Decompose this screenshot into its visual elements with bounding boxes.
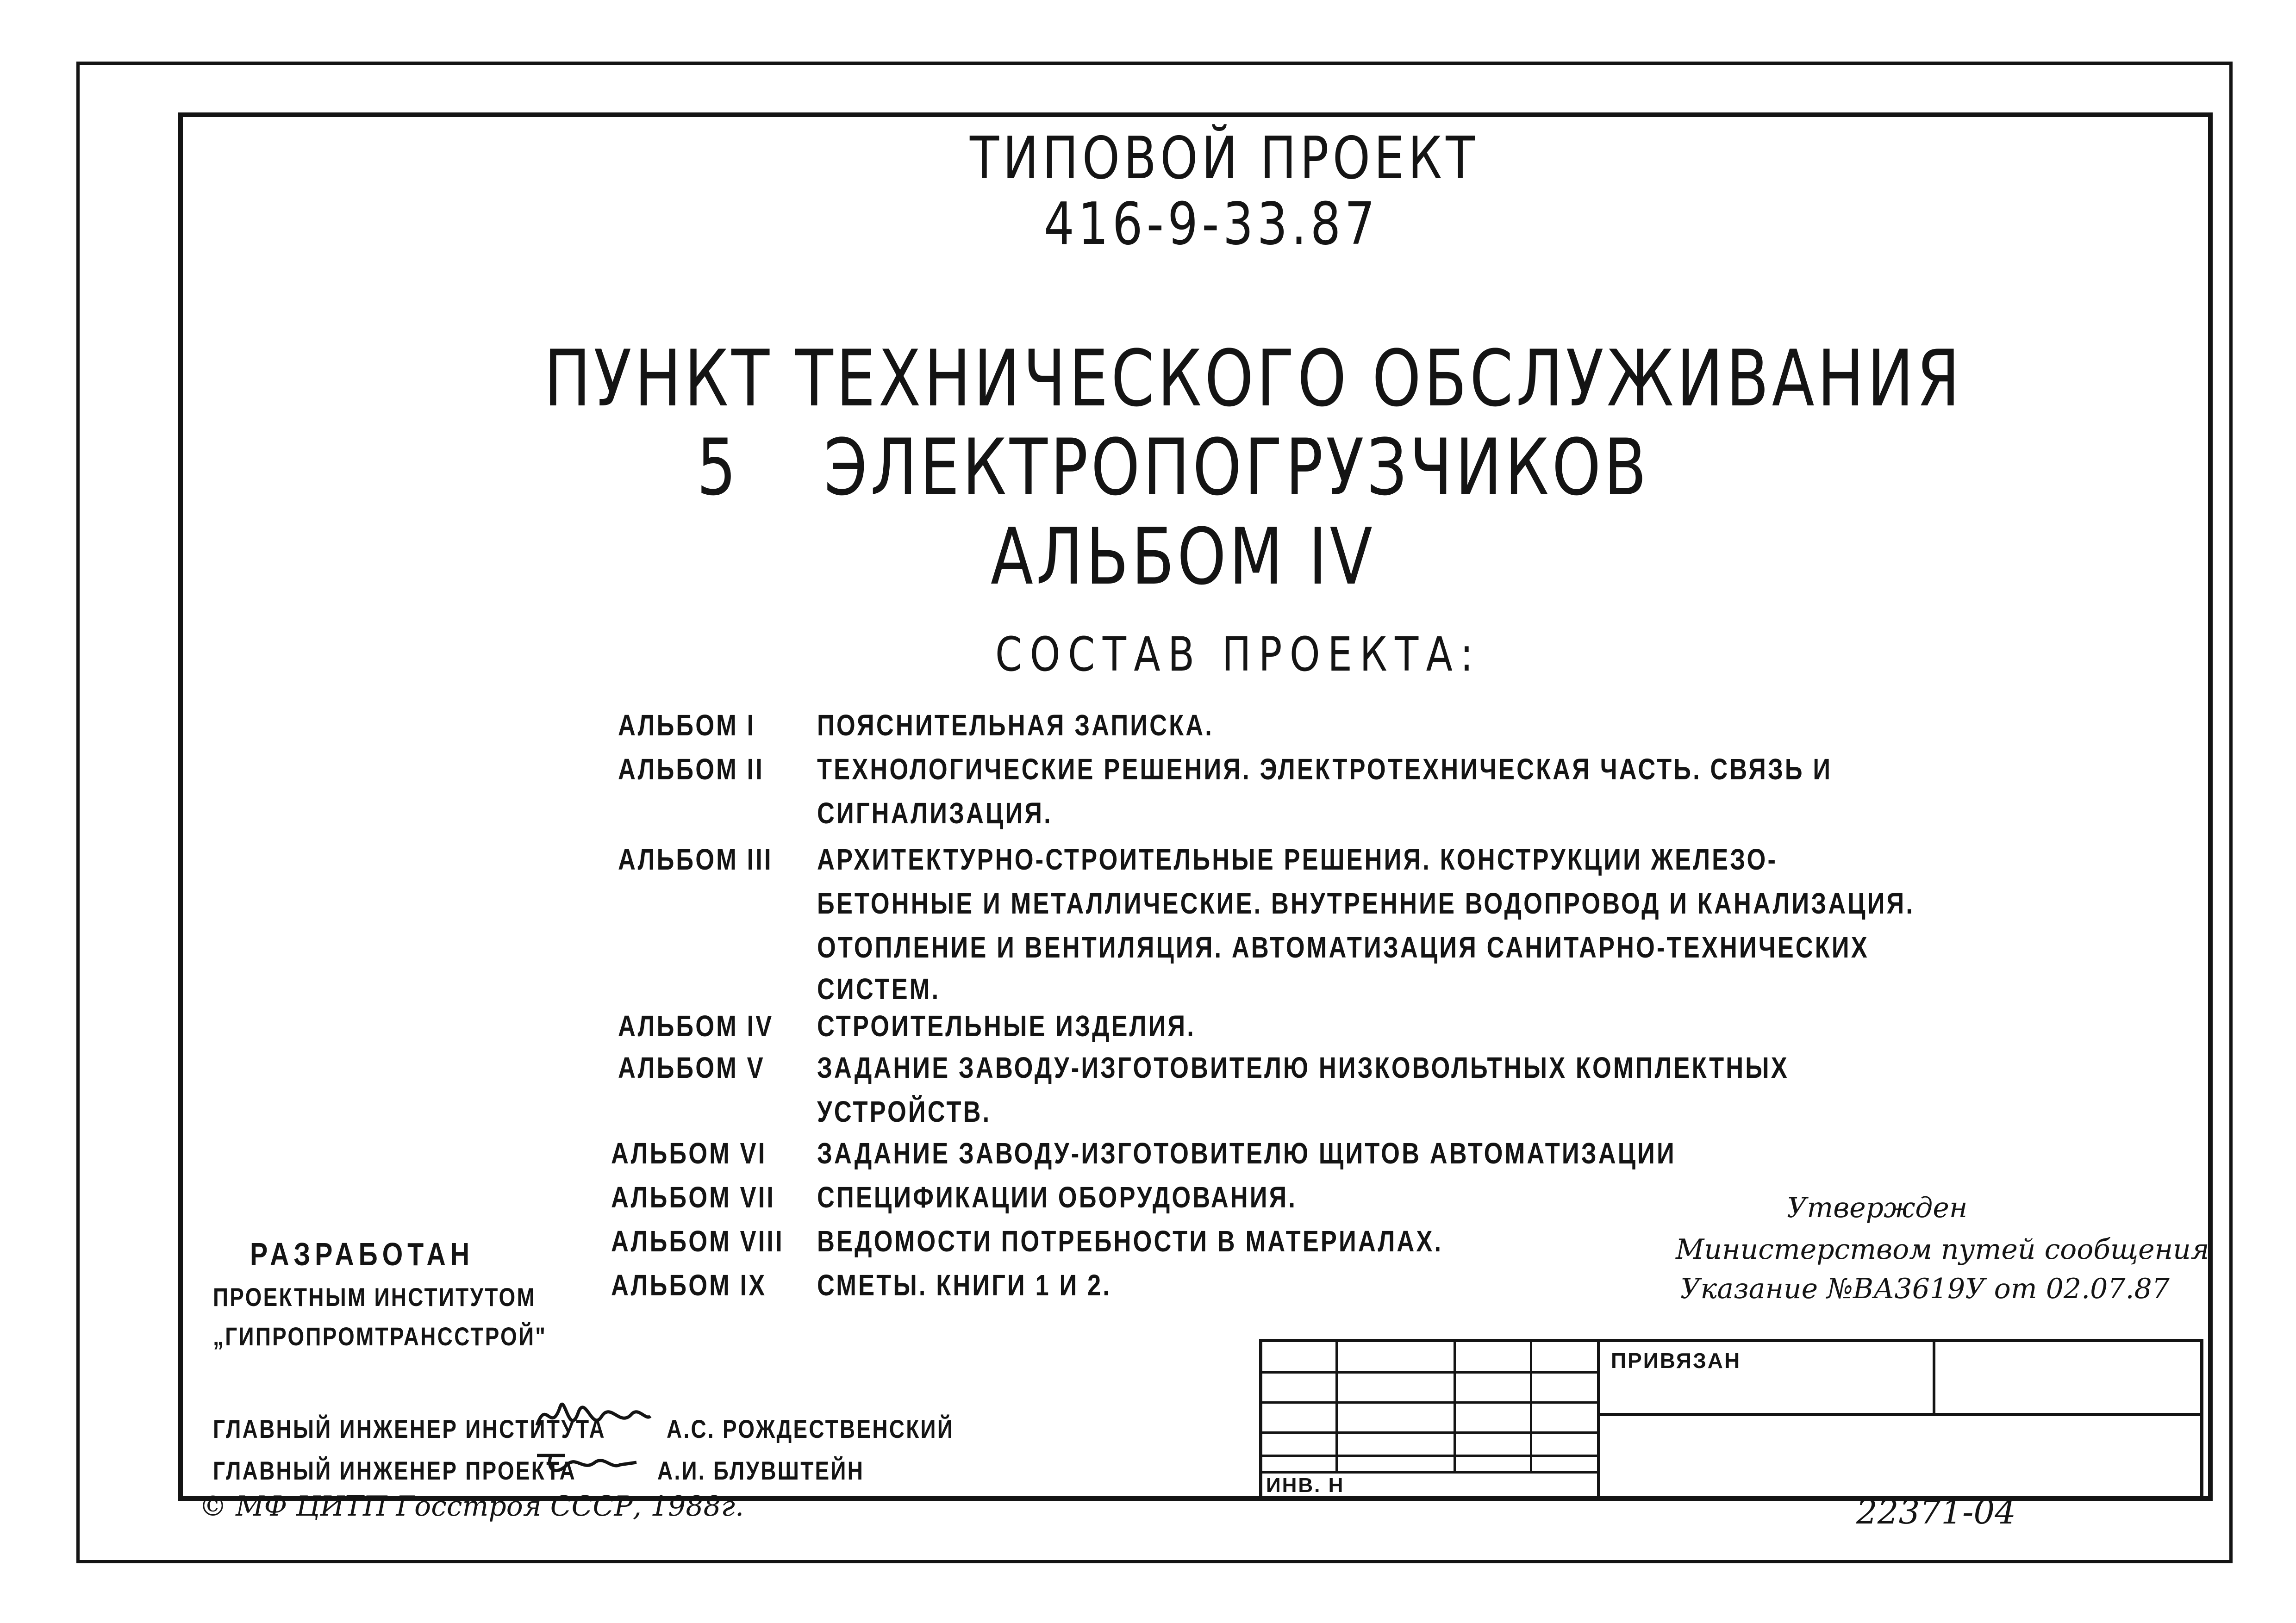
album-desc-4-line1: СТРОИТЕЛЬНЫЕ ИЗДЕЛИЯ.: [817, 1009, 1196, 1043]
approval-line1: Утвержден: [1787, 1192, 1968, 1224]
developer-line1: РАЗРАБОТАН: [250, 1236, 474, 1272]
album-desc-1-line1: ПОЯСНИТЕЛЬНАЯ ЗАПИСКА.: [817, 709, 1214, 742]
chief-institute-label: ГЛАВНЫЙ ИНЖЕНЕР ИНСТИТУТА: [213, 1414, 606, 1443]
title-line2-text: ЭЛЕКТРОПОГРУЗЧИКОВ: [824, 422, 1650, 513]
title-block-stamp: [1259, 1339, 2203, 1501]
album-desc-2-line1: ТЕХНОЛОГИЧЕСКИЕ РЕШЕНИЯ. ЭЛЕКТРОТЕХНИЧЕСКАЯ ЧАСТЬ. СВЯЗЬ И: [817, 752, 1833, 786]
signature-chief-institute: [532, 1388, 653, 1444]
album-label-8: АЛЬБОМ VIII: [611, 1225, 784, 1258]
album-desc-3-line2: БЕТОННЫЕ И МЕТАЛЛИЧЕСКИЕ. ВНУТРЕННИЕ ВОДОПРОВОД И КАНАЛИЗАЦИЯ.: [817, 887, 1915, 920]
copyright-note: © МФ ЦИТП Госстроя СССР, 1988г.: [199, 1490, 744, 1523]
approval-line3: Указание №ВА3619У от 02.07.87: [1680, 1273, 2170, 1305]
album-label-9: АЛЬБОМ IX: [611, 1269, 767, 1302]
album-label-1: АЛЬБОМ I: [618, 709, 756, 742]
title-line2-number: 5: [697, 422, 739, 513]
signature-chief-project: [532, 1444, 639, 1486]
album-desc-8-line1: ВЕДОМОСТИ ПОТРЕБНОСТИ В МАТЕРИАЛАХ.: [817, 1225, 1443, 1258]
album-label-7: АЛЬБОМ VII: [611, 1181, 776, 1214]
project-type-label: ТИПОВОЙ ПРОЕКТ: [970, 124, 1479, 192]
chief-project-name: А.И. БЛУВШТЕЙН: [657, 1456, 865, 1485]
album-title: АЛЬБОМ IV: [991, 511, 1376, 602]
chief-institute-name: А.С. РОЖДЕСТВЕНСКИЙ: [667, 1414, 955, 1443]
album-label-2: АЛЬБОМ II: [618, 752, 764, 786]
album-label-3: АЛЬБОМ III: [618, 843, 773, 876]
title-line1: ПУНКТ ТЕХНИЧЕСКОГО ОБСЛУЖИВАНИЯ: [544, 333, 1963, 424]
attached-label: ПРИВЯЗАН: [1611, 1349, 1741, 1373]
album-label-6: АЛЬБОМ VI: [611, 1137, 767, 1170]
developer-line3: „ГИПРОПРОМТРАНССТРОЙ": [213, 1322, 547, 1351]
album-desc-3-line1: АРХИТЕКТУРНО-СТРОИТЕЛЬНЫЕ РЕШЕНИЯ. КОНСТРУКЦИИ ЖЕЛЕЗО-: [817, 843, 1778, 876]
document-number: 22371-04: [1856, 1492, 2016, 1531]
chief-project-label: ГЛАВНЫЙ ИНЖЕНЕР ПРОЕКТА: [213, 1456, 577, 1485]
album-desc-3-line4: СИСТЕМ.: [817, 972, 941, 1006]
inventory-number-label: ИНВ. Н: [1266, 1474, 1345, 1497]
approval-line2: Министерством путей сообщения: [1676, 1233, 2209, 1266]
album-label-5: АЛЬБОМ V: [618, 1051, 765, 1084]
album-label-4: АЛЬБОМ IV: [618, 1009, 774, 1043]
project-number: 416-9-33.87: [1044, 190, 1379, 258]
developer-line2: ПРОЕКТНЫМ ИНСТИТУТОМ: [213, 1282, 537, 1312]
composition-heading: СОСТАВ ПРОЕКТА:: [995, 627, 1481, 682]
album-desc-5-line1: ЗАДАНИЕ ЗАВОДУ-ИЗГОТОВИТЕЛЮ НИЗКОВОЛЬТНЫХ КОМПЛЕКТНЫХ: [817, 1051, 1789, 1084]
album-desc-7-line1: СПЕЦИФИКАЦИИ ОБОРУДОВАНИЯ.: [817, 1181, 1298, 1214]
album-desc-3-line3: ОТОПЛЕНИЕ И ВЕНТИЛЯЦИЯ. АВТОМАТИЗАЦИЯ САНИТАРНО-ТЕХНИЧЕСКИХ: [817, 931, 1869, 964]
album-desc-5-line2: УСТРОЙСТВ.: [817, 1095, 992, 1128]
album-desc-9-line1: СМЕТЫ. КНИГИ 1 И 2.: [817, 1269, 1111, 1302]
album-desc-2-line2: СИГНАЛИЗАЦИЯ.: [817, 796, 1053, 830]
album-desc-6-line1: ЗАДАНИЕ ЗАВОДУ-ИЗГОТОВИТЕЛЮ ЩИТОВ АВТОМАТИЗАЦИИ: [817, 1137, 1676, 1170]
